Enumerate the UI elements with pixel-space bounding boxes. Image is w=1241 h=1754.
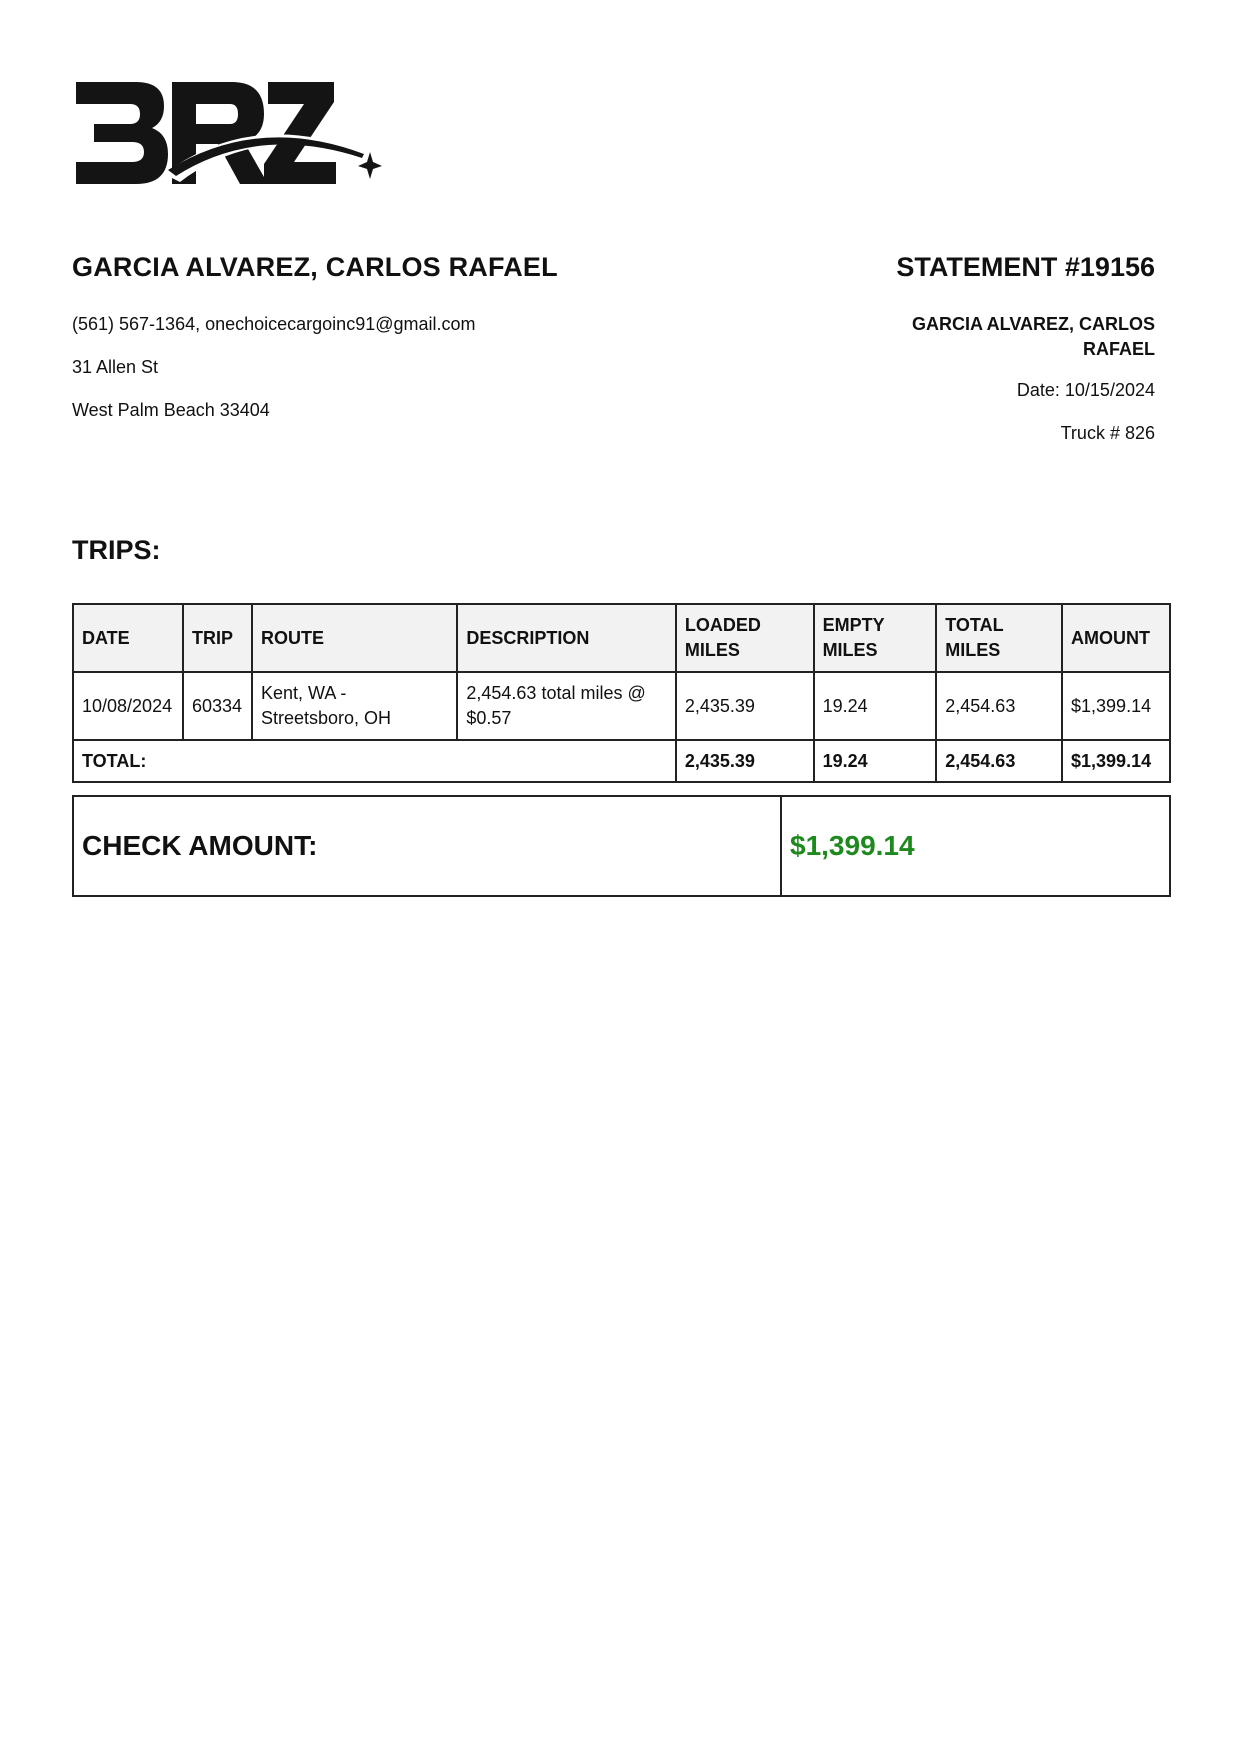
statement-recipient-line2: RAFAEL xyxy=(1083,339,1155,359)
cell-amount: $1,399.14 xyxy=(1062,672,1170,740)
col-loaded-line2: MILES xyxy=(684,640,740,660)
col-trip: TRIP xyxy=(183,604,252,672)
trips-header-row xyxy=(73,604,1170,672)
cell-empty-miles: 19.24 xyxy=(814,672,937,740)
cell-total-miles: 2,454.63 xyxy=(936,672,1062,740)
driver-city-zip: West Palm Beach 33404 xyxy=(72,400,270,420)
statement-title: STATEMENT #19156 xyxy=(896,252,1155,282)
statement-recipient-line1: GARCIA ALVAREZ, CARLOS xyxy=(912,314,1155,334)
cell-description xyxy=(457,672,675,740)
statement-date: Date: 10/15/2024 xyxy=(1016,380,1155,400)
col-route: ROUTE xyxy=(252,604,457,672)
col-empty-line1: EMPTY xyxy=(822,615,885,635)
col-description: DESCRIPTION xyxy=(457,604,675,672)
cell-date: 10/08/2024 xyxy=(73,672,183,740)
col-total-line2: MILES xyxy=(945,640,1001,660)
statement-truck: Truck # 826 xyxy=(1060,423,1155,443)
check-amount-value: $1,399.14 xyxy=(781,796,1170,896)
col-loaded-miles xyxy=(676,604,814,672)
trips-heading: TRIPS: xyxy=(72,535,161,565)
brz-logo xyxy=(72,78,382,190)
col-amount: AMOUNT xyxy=(1062,604,1170,672)
totals-loaded-miles: 2,435.39 xyxy=(676,740,814,782)
cell-route xyxy=(252,672,457,740)
cell-route-line2: Streetsboro, OH xyxy=(260,708,392,728)
totals-label: TOTAL: xyxy=(73,740,676,782)
driver-name: GARCIA ALVAREZ, CARLOS RAFAEL xyxy=(72,252,558,282)
col-empty-miles xyxy=(814,604,937,672)
col-loaded-line1: LOADED xyxy=(684,615,761,635)
check-amount-label: CHECK AMOUNT: xyxy=(73,796,781,896)
col-total-miles xyxy=(936,604,1062,672)
driver-contact: (561) 567-1364, onechoicecargoinc91@gmail.com xyxy=(72,314,476,334)
cell-description-line1: 2,454.63 total miles @ xyxy=(466,683,646,703)
totals-amount: $1,399.14 xyxy=(1062,740,1170,782)
check-amount-box xyxy=(72,795,1171,897)
cell-loaded-miles: 2,435.39 xyxy=(676,672,814,740)
table-row xyxy=(73,672,1170,740)
cell-description-line2: $0.57 xyxy=(466,708,512,728)
col-empty-line2: MILES xyxy=(822,640,878,660)
driver-street: 31 Allen St xyxy=(72,357,159,377)
col-total-line1: TOTAL xyxy=(945,615,1004,635)
totals-empty-miles: 19.24 xyxy=(814,740,937,782)
col-date: DATE xyxy=(73,604,183,672)
cell-route-line1: Kent, WA - xyxy=(260,683,347,703)
trips-table xyxy=(72,603,1171,783)
statement-recipient xyxy=(855,312,1155,362)
totals-total-miles: 2,454.63 xyxy=(936,740,1062,782)
totals-row xyxy=(73,740,1170,782)
cell-trip: 60334 xyxy=(183,672,252,740)
